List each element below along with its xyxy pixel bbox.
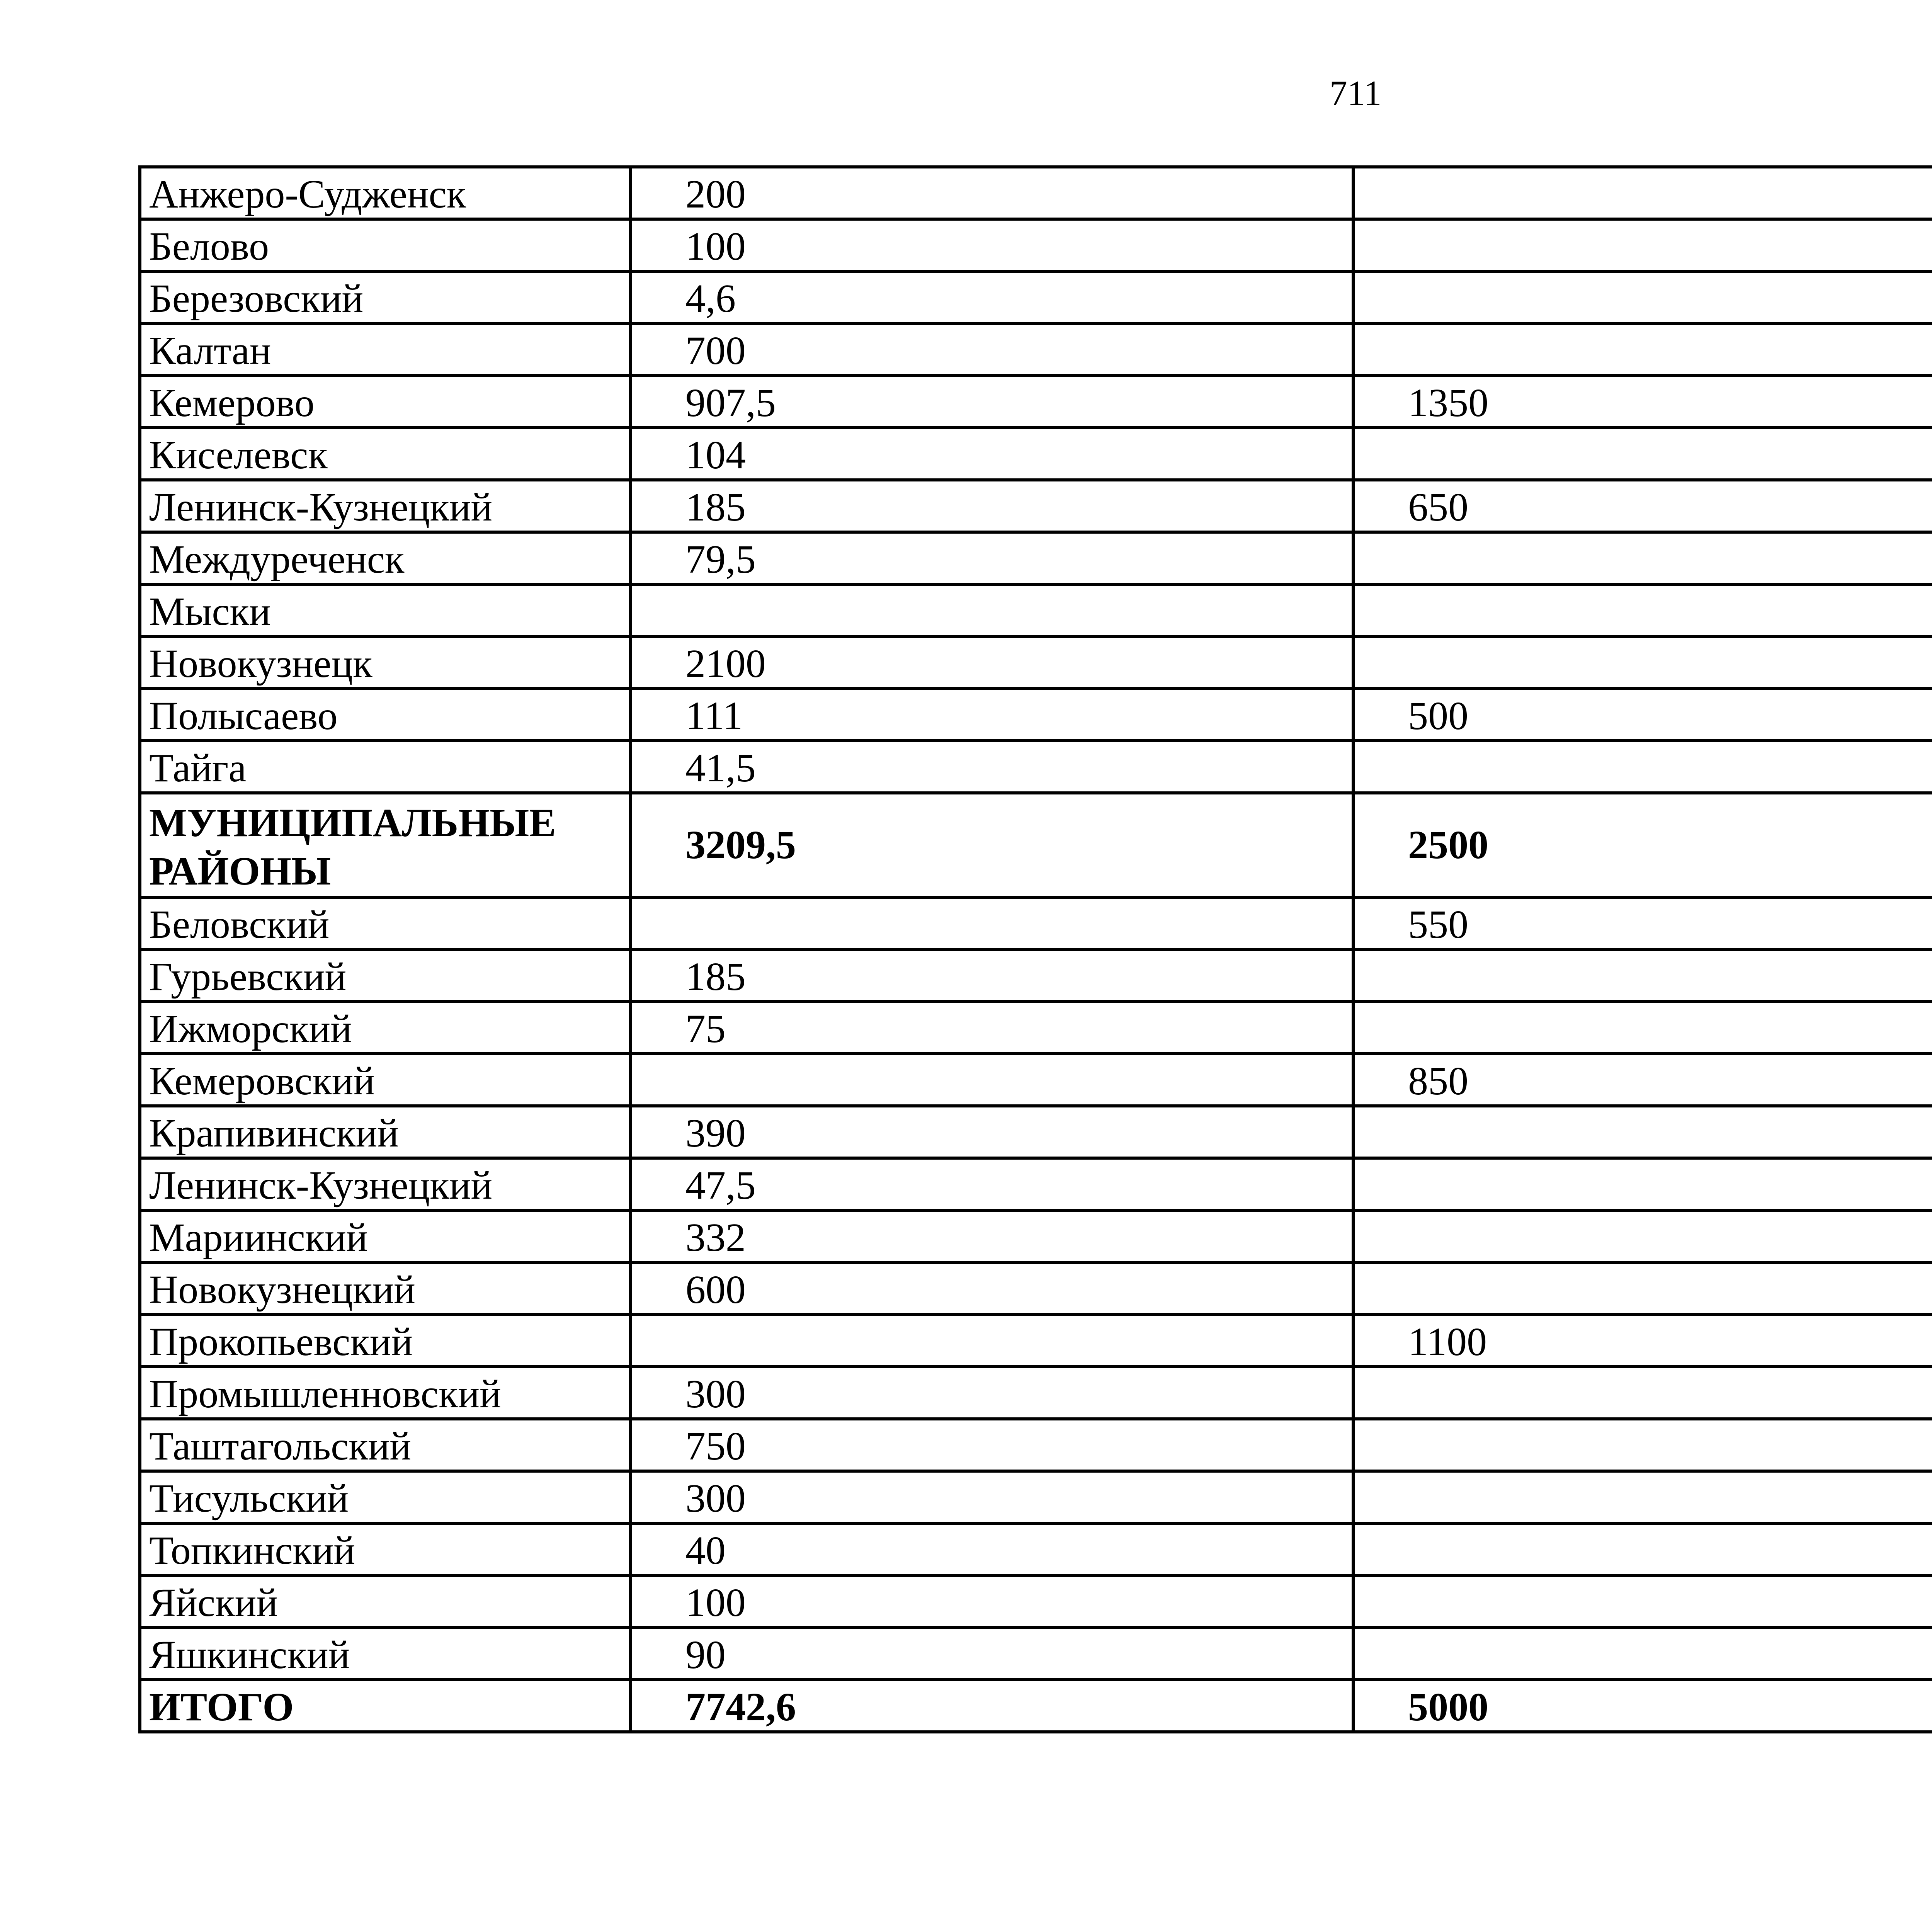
- row-name-cell: Яйский: [140, 1575, 631, 1628]
- table-row: [140, 219, 1932, 271]
- row-value-col2-cell: 79,5: [631, 532, 1353, 584]
- row-name-cell: Прокопьевский: [140, 1315, 631, 1367]
- row-name-cell: Полысаево: [140, 689, 631, 741]
- table-row: [140, 689, 1932, 741]
- table-row: [140, 1002, 1932, 1054]
- row-value-col2-cell: 2100: [631, 636, 1353, 689]
- row-name-cell: Кемерово: [140, 376, 631, 428]
- row-value-col3-cell: [1353, 741, 1932, 793]
- row-value-col3-cell: [1353, 271, 1932, 323]
- row-name-cell: Мыски: [140, 584, 631, 636]
- table-row: [140, 949, 1932, 1002]
- row-value-col3-cell: [1353, 1262, 1932, 1315]
- table-row: [140, 428, 1932, 480]
- row-name-cell: Новокузнецк: [140, 636, 631, 689]
- table-body: [140, 167, 1932, 1732]
- row-value-col3-cell: [1353, 1367, 1932, 1419]
- table-row: [140, 1628, 1932, 1680]
- table-row: [140, 1575, 1932, 1628]
- row-value-col2-cell: 90: [631, 1628, 1353, 1680]
- row-value-col3-cell: [1353, 636, 1932, 689]
- row-name-cell: Белово: [140, 219, 631, 271]
- table-row: [140, 532, 1932, 584]
- row-name-cell: Тисульский: [140, 1471, 631, 1523]
- row-value-col2-cell: [631, 1315, 1353, 1367]
- row-value-col3-cell: [1353, 1106, 1932, 1158]
- row-name-cell: Беловский: [140, 897, 631, 949]
- row-value-col2-cell: 332: [631, 1210, 1353, 1262]
- table-row: [140, 1106, 1932, 1158]
- table-row: [140, 897, 1932, 949]
- table-row: [140, 1158, 1932, 1210]
- row-value-col3-cell: [1353, 1575, 1932, 1628]
- row-name-cell: Новокузнецкий: [140, 1262, 631, 1315]
- row-name-cell: Тайга: [140, 741, 631, 793]
- row-value-col2-cell: 47,5: [631, 1158, 1353, 1210]
- row-value-col2-cell: 111: [631, 689, 1353, 741]
- row-value-col2-cell: 300: [631, 1367, 1353, 1419]
- page-number: 711: [1329, 73, 1382, 113]
- table-row: [140, 323, 1932, 376]
- row-name-cell: МУНИЦИПАЛЬНЫЕ РАЙОНЫ: [140, 793, 631, 897]
- table-row: [140, 480, 1932, 532]
- row-name-cell: Кемеровский: [140, 1054, 631, 1106]
- row-value-col3-cell: 550: [1353, 897, 1932, 949]
- table-row: [140, 636, 1932, 689]
- row-name-cell: Березовский: [140, 271, 631, 323]
- table-row: [140, 167, 1932, 219]
- row-value-col3-cell: [1353, 167, 1932, 219]
- row-value-col2-cell: 200: [631, 167, 1353, 219]
- row-value-col2-cell: 3209,5: [631, 793, 1353, 897]
- table-row: [140, 1523, 1932, 1575]
- row-value-col2-cell: 75: [631, 1002, 1353, 1054]
- row-name-cell: Крапивинский: [140, 1106, 631, 1158]
- table-row: [140, 1054, 1932, 1106]
- row-name-cell: Киселевск: [140, 428, 631, 480]
- row-name-cell: Таштагольский: [140, 1419, 631, 1471]
- row-value-col2-cell: 100: [631, 219, 1353, 271]
- row-value-col2-cell: 100: [631, 1575, 1353, 1628]
- table-row: [140, 1367, 1932, 1419]
- table-row: [140, 741, 1932, 793]
- row-name-cell: ИТОГО: [140, 1680, 631, 1732]
- table-row: [140, 1680, 1932, 1732]
- row-value-col2-cell: 104: [631, 428, 1353, 480]
- table-row: [140, 1471, 1932, 1523]
- table-row: [140, 584, 1932, 636]
- row-value-col2-cell: 750: [631, 1419, 1353, 1471]
- row-value-col2-cell: [631, 1054, 1353, 1106]
- row-value-col3-cell: [1353, 1471, 1932, 1523]
- row-value-col2-cell: 907,5: [631, 376, 1353, 428]
- row-name-cell: Ленинск-Кузнецкий: [140, 480, 631, 532]
- row-name-cell: Ленинск-Кузнецкий: [140, 1158, 631, 1210]
- row-value-col3-cell: 1100: [1353, 1315, 1932, 1367]
- table-row: [140, 376, 1932, 428]
- row-name-cell: Промышленновский: [140, 1367, 631, 1419]
- row-value-col3-cell: [1353, 219, 1932, 271]
- row-value-col3-cell: [1353, 428, 1932, 480]
- row-name-cell: Калтан: [140, 323, 631, 376]
- row-value-col3-cell: [1353, 584, 1932, 636]
- row-value-col3-cell: [1353, 1002, 1932, 1054]
- row-value-col3-cell: [1353, 949, 1932, 1002]
- row-name-cell: Ижморский: [140, 1002, 631, 1054]
- row-value-col3-cell: 850: [1353, 1054, 1932, 1106]
- row-value-col3-cell: 1350: [1353, 376, 1932, 428]
- row-value-col2-cell: 390: [631, 1106, 1353, 1158]
- row-value-col2-cell: [631, 584, 1353, 636]
- row-name-cell: Междуреченск: [140, 532, 631, 584]
- table-row: [140, 1315, 1932, 1367]
- row-value-col2-cell: 300: [631, 1471, 1353, 1523]
- table-row: [140, 271, 1932, 323]
- row-value-col2-cell: 185: [631, 949, 1353, 1002]
- row-value-col3-cell: [1353, 1419, 1932, 1471]
- row-name-cell: Анжеро-Судженск: [140, 167, 631, 219]
- row-value-col3-cell: [1353, 1158, 1932, 1210]
- row-value-col2-cell: 7742,6: [631, 1680, 1353, 1732]
- allocation-table: [138, 165, 1932, 1733]
- row-value-col2-cell: 41,5: [631, 741, 1353, 793]
- table-row: [140, 1210, 1932, 1262]
- row-value-col3-cell: [1353, 1210, 1932, 1262]
- row-value-col3-cell: 2500: [1353, 793, 1932, 897]
- table-row: [140, 793, 1932, 897]
- row-name-cell: Яшкинский: [140, 1628, 631, 1680]
- row-value-col3-cell: [1353, 532, 1932, 584]
- row-value-col2-cell: [631, 897, 1353, 949]
- row-value-col2-cell: 700: [631, 323, 1353, 376]
- table-row: [140, 1419, 1932, 1471]
- row-value-col3-cell: 500: [1353, 689, 1932, 741]
- row-value-col3-cell: [1353, 323, 1932, 376]
- row-name-cell: Топкинский: [140, 1523, 631, 1575]
- row-value-col3-cell: [1353, 1523, 1932, 1575]
- row-name-cell: Гурьевский: [140, 949, 631, 1002]
- row-value-col2-cell: 600: [631, 1262, 1353, 1315]
- row-name-cell: Мариинский: [140, 1210, 631, 1262]
- row-value-col3-cell: [1353, 1628, 1932, 1680]
- table-row: [140, 1262, 1932, 1315]
- row-value-col2-cell: 185: [631, 480, 1353, 532]
- row-value-col3-cell: 5000: [1353, 1680, 1932, 1732]
- row-value-col3-cell: 650: [1353, 480, 1932, 532]
- row-value-col2-cell: 4,6: [631, 271, 1353, 323]
- row-value-col2-cell: 40: [631, 1523, 1353, 1575]
